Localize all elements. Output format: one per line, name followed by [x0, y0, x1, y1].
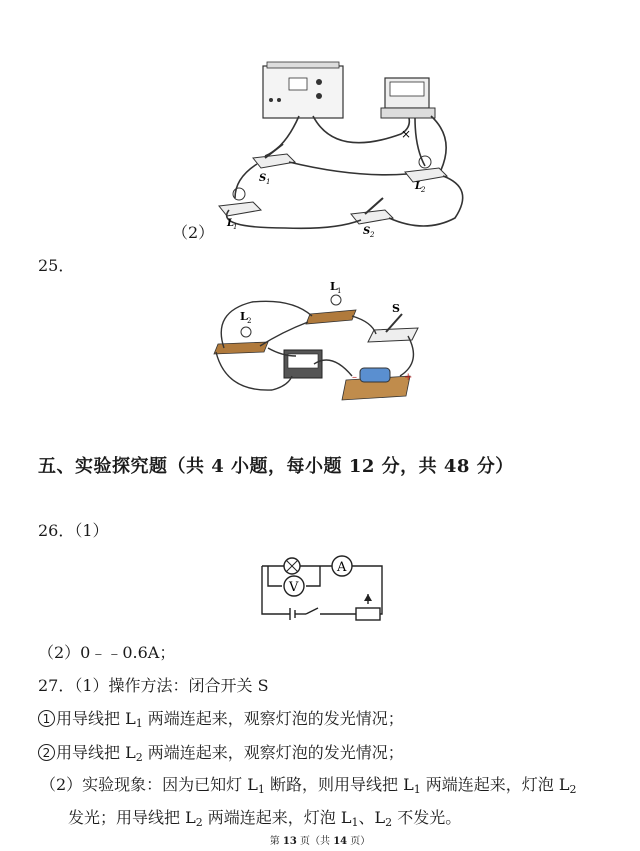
voltmeter-symbol-label: V: [289, 580, 299, 595]
switch-s-icon: [368, 314, 418, 342]
q27-part2b-sub3: 2: [385, 816, 393, 829]
q27-line1: 27．（1）操作方法：闭合开关 S: [38, 676, 269, 695]
footer-post: 页）: [350, 836, 371, 847]
q27-item1-pre: 用导线把 L: [56, 709, 136, 728]
voltmeter-symbol-icon: [284, 576, 304, 596]
q27-part2b-sub2: 1: [351, 816, 359, 829]
label-l2: L: [240, 310, 248, 323]
label-l1-sub: 1: [337, 287, 342, 295]
label-l2-sub: 2: [247, 317, 252, 325]
fig1-caption: （2）: [172, 223, 215, 242]
label-s2-sub: 2: [370, 231, 375, 238]
ammeter-symbol-icon: [332, 556, 352, 576]
q27-item2-sub: 2: [135, 751, 143, 764]
q27-part2-line2: [68, 805, 461, 829]
lamp-l1-icon: [219, 188, 261, 216]
q27-part2b-post: 不发光。: [392, 808, 462, 827]
circuit-figure-q24-2: [205, 58, 475, 238]
label-l2: L: [415, 181, 423, 192]
q27-part2a-pre: （2）实验现象：因为已知灯 L: [40, 775, 258, 794]
footer-mid: 页（共: [300, 836, 330, 847]
circuit-diagram-q26: [248, 544, 398, 624]
switch-s2-icon: [351, 198, 393, 224]
q27-item1: [38, 706, 404, 730]
ammeter-symbol-label: A: [337, 560, 347, 575]
power-supply-icon: [263, 62, 343, 118]
q26-number: 26．（1）: [38, 521, 109, 540]
ammeter-icon: [381, 78, 435, 118]
footer-page-number: 13: [282, 836, 297, 847]
q25-number: 25．: [38, 256, 75, 275]
q27-part2a-sub1: 1: [257, 783, 265, 796]
label-l1: L: [227, 218, 235, 229]
q27-part2b-pre: 发光；用导线把 L: [68, 808, 196, 827]
label-plus: +: [404, 372, 413, 383]
footer-total-pages: 14: [333, 836, 348, 847]
q27-part2a-mid: 断路，则用导线把 L: [264, 775, 414, 794]
switch-s1-icon: [253, 144, 295, 168]
circled-number-1: 1: [38, 710, 55, 727]
page-footer: [0, 832, 640, 847]
circuit-figure-q25: [212, 272, 432, 410]
label-l1: L: [330, 280, 338, 293]
q27-item2: [38, 740, 404, 764]
label-s1: S: [259, 173, 267, 184]
lamp-symbol-icon: [284, 558, 300, 574]
ammeter-meter-icon: [284, 350, 322, 378]
q27-part2b-mid: 两端连起来，灯泡 L: [202, 808, 352, 827]
circled-number-2: 2: [38, 744, 55, 761]
section-heading: 五、实验探究题（共 4 小题，每小题 12 分，共 48 分）: [38, 456, 514, 477]
label-minus: –: [352, 372, 357, 383]
label-s: S: [392, 302, 400, 315]
q27-item1-sub: 1: [135, 717, 143, 730]
label-s1-sub: 1: [266, 178, 271, 186]
q27-part2a-sub2: 1: [413, 783, 421, 796]
slider-arrow-icon: [364, 594, 372, 601]
label-s2: S: [363, 226, 371, 237]
q27-item2-pre: 用导线把 L: [56, 743, 136, 762]
q27-part2-line1: [40, 772, 577, 796]
q26-part2: （2）0﹣﹣0.6A；: [38, 643, 176, 662]
label-l2-sub: 2: [421, 186, 426, 194]
q27-part2a-mid2: 两端连起来，灯泡 L: [420, 775, 570, 794]
label-l1-sub: 1: [233, 223, 238, 231]
q27-part2b-sub1: 2: [195, 816, 203, 829]
q27-part2b-mid2: 、L: [358, 808, 386, 827]
q27-item1-post: 两端连起来，观察灯泡的发光情况；: [142, 709, 404, 728]
q27-item2-post: 两端连起来，观察灯泡的发光情况；: [142, 743, 404, 762]
footer-pre: 第: [269, 836, 280, 847]
q27-part2a-sub3: 2: [569, 783, 577, 796]
cross-mark: ×: [401, 127, 412, 141]
lamp-l1-board-icon: [306, 295, 356, 324]
